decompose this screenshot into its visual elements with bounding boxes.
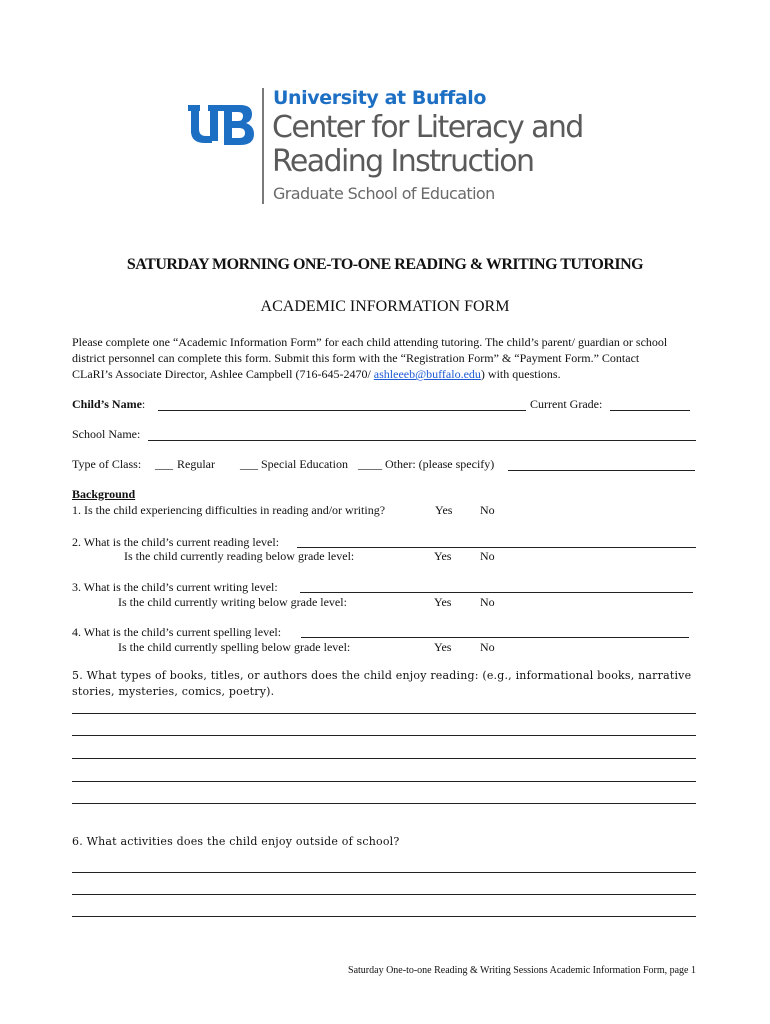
- other-label: Other: (please specify): [385, 457, 495, 471]
- question-1: 1. Is the child experiencing difficulties in reading and/or writing?: [72, 503, 386, 517]
- reading-level-field[interactable]: [297, 547, 696, 548]
- spelling-level-field[interactable]: [301, 637, 689, 638]
- question-3b: Is the child currently writing below grade level:: [118, 595, 347, 609]
- school-name-label: School Name:: [72, 427, 141, 441]
- q2-yes[interactable]: Yes: [434, 549, 452, 563]
- logo-divider: [262, 88, 264, 204]
- question-5-line2: stories, mysteries, comics, poetry).: [72, 685, 275, 698]
- form-subtitle: ACADEMIC INFORMATION FORM: [260, 298, 510, 315]
- q3-yes[interactable]: Yes: [434, 595, 452, 609]
- question-2b: Is the child currently reading below grade level:: [124, 549, 355, 563]
- q5-answer-line[interactable]: [72, 781, 696, 782]
- childs-name-label: Child’s Name:: [72, 397, 146, 411]
- intro-paragraph: [72, 334, 702, 382]
- email-link[interactable]: ashleeeb@buffalo.edu: [373, 367, 481, 381]
- school-name-field[interactable]: [148, 440, 696, 441]
- intro-line: Please complete one “Academic Information Form” for each child attending tutoring. The child’s parent/ guardian or school: [72, 335, 668, 349]
- regular-label: Regular: [177, 457, 215, 471]
- intro-line: [72, 366, 702, 382]
- question-3: 3. What is the child’s current writing level:: [72, 580, 278, 594]
- question-6: 6. What activities does the child enjoy outside of school?: [72, 835, 400, 848]
- q5-answer-line[interactable]: [72, 758, 696, 759]
- question-4b: Is the child currently spelling below grade level:: [118, 640, 351, 654]
- page-footer: Saturday One-to-one Reading & Writing Sessions Academic Information Form, page 1: [348, 965, 696, 976]
- logo-graduate-school: Graduate School of Education: [273, 184, 495, 203]
- other-blank[interactable]: ____: [358, 457, 382, 471]
- question-4: 4. What is the child’s current spelling level:: [72, 625, 282, 639]
- ub-logo-icon: [188, 105, 256, 145]
- q6-answer-line[interactable]: [72, 916, 696, 917]
- intro-text: CLaRI’s Associate Director, Ashlee Campbell (716-645-2470/: [72, 367, 374, 381]
- q1-no[interactable]: No: [480, 503, 495, 517]
- type-of-class-label: Type of Class:: [72, 457, 142, 471]
- current-grade-field[interactable]: [610, 410, 690, 411]
- q4-yes[interactable]: Yes: [434, 640, 452, 654]
- q6-answer-line[interactable]: [72, 894, 696, 895]
- q4-no[interactable]: No: [480, 640, 495, 654]
- regular-blank[interactable]: ___: [155, 457, 173, 471]
- writing-level-field[interactable]: [300, 592, 693, 593]
- question-2: 2. What is the child’s current reading level:: [72, 535, 280, 549]
- q1-yes[interactable]: Yes: [435, 503, 453, 517]
- q2-no[interactable]: No: [480, 549, 495, 563]
- background-heading: Background: [72, 487, 136, 501]
- q6-answer-line[interactable]: [72, 872, 696, 873]
- q5-answer-line[interactable]: [72, 735, 696, 736]
- childs-name-field[interactable]: [158, 410, 526, 411]
- special-education-blank[interactable]: ___: [240, 457, 258, 471]
- logo-center-name-line2: Reading Instruction: [272, 144, 534, 179]
- special-education-label: Special Education: [261, 457, 348, 471]
- page-title: SATURDAY MORNING ONE-TO-ONE READING & WRITING TUTORING: [126, 256, 644, 273]
- intro-text: ) with questions.: [480, 367, 561, 381]
- other-specify-field[interactable]: [508, 470, 695, 471]
- logo-university-name: University at Buffalo: [273, 87, 487, 109]
- current-grade-label: Current Grade:: [530, 397, 603, 411]
- q5-answer-line[interactable]: [72, 803, 696, 804]
- logo-center-name-line1: Center for Literacy and: [272, 110, 583, 145]
- question-5-line1: 5. What types of books, titles, or authors does the child enjoy reading: (e.g., informational books, narrative: [72, 669, 692, 682]
- q3-no[interactable]: No: [480, 595, 495, 609]
- intro-line: district personnel can complete this form. Submit this form with the “Registration Form” & “Payment Form.” Contact: [72, 351, 640, 365]
- q5-answer-line[interactable]: [72, 713, 696, 714]
